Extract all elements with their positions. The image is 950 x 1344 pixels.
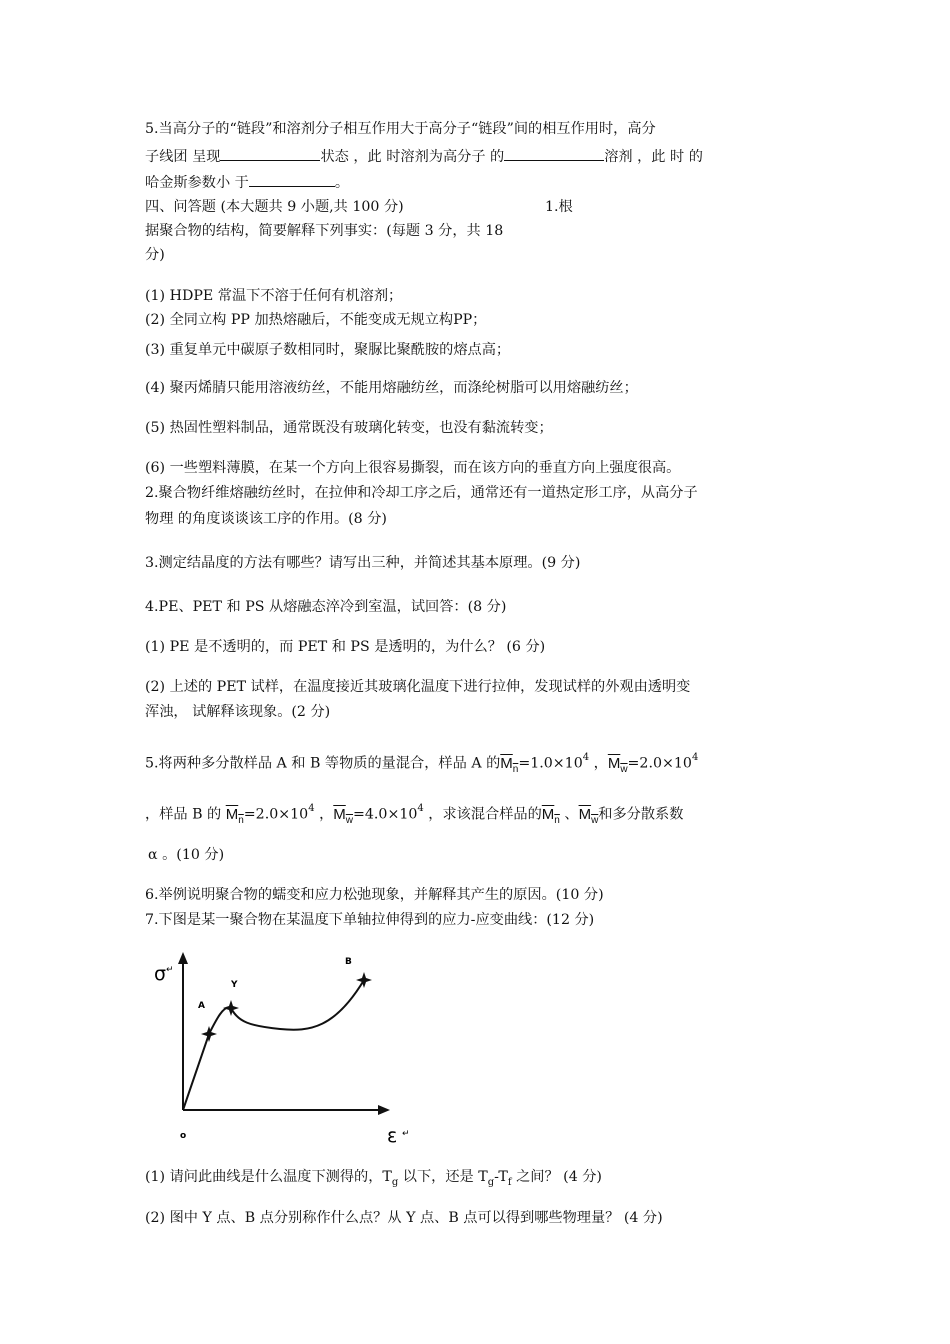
b-mw-value: =4.0×10 bbox=[353, 806, 418, 823]
q5-mix-line1 bbox=[145, 751, 698, 779]
q4-sub2-line2: 浑浊， 试解释该现象。(2 分) bbox=[145, 704, 331, 720]
subscript-f: f bbox=[507, 1176, 512, 1188]
q7-sub1-text-c: -T bbox=[494, 1169, 508, 1185]
q5-fill-line2 bbox=[145, 146, 703, 166]
point-b-label: B bbox=[345, 957, 352, 967]
q5-fill-text-b: 状态 ，此 时溶剂为高分子 的 bbox=[320, 149, 505, 165]
q7-sub1-text-d: 之间？ (4 分) bbox=[511, 1169, 602, 1185]
exponent: 4 bbox=[417, 803, 424, 814]
a-mn-value: =1.0×10 bbox=[518, 755, 583, 772]
q5-fill-text-d: 哈金斯参数小 于 bbox=[145, 175, 249, 191]
y-axis-arrow bbox=[178, 952, 188, 964]
mw-symbol: $M_w$ bbox=[578, 805, 599, 826]
q1-item-6: (6) 一些塑料薄膜，在某一个方向上很容易撕裂，而在该方向的垂直方向上强度很高。 bbox=[145, 460, 681, 476]
q1-item-1: (1) HDPE 常温下不溶于任何有机溶剂； bbox=[145, 288, 403, 304]
a-mw-value: =2.0×10 bbox=[627, 755, 692, 772]
q6-text: 6.举例说明聚合物的蠕变和应力松弛现象，并解释其产生的原因。(10 分) bbox=[145, 887, 604, 903]
q1-stem-end: 分) bbox=[145, 247, 165, 263]
q1-item-2: (2) 全同立构 PP 加热熔融后，不能变成无规立构PP； bbox=[145, 312, 487, 328]
point-a-marker bbox=[201, 1026, 217, 1042]
q7-sub1 bbox=[145, 1168, 602, 1192]
q5-mix-text-c: ，求该混合样品的 bbox=[423, 806, 542, 823]
q5-fill-line3 bbox=[145, 172, 349, 192]
q5-mix-line2 bbox=[145, 802, 683, 830]
origin-label: o bbox=[180, 1131, 187, 1141]
q4-sub2-line1: (2) 上述的 PET 试样，在温度接近其玻璃化温度下进行拉伸，发现试样的外观由透明变 bbox=[145, 679, 691, 695]
answer-blank-3[interactable] bbox=[249, 172, 335, 187]
q5-mix-text-b: ，样品 B 的 bbox=[145, 806, 226, 823]
subscript-g: g bbox=[487, 1176, 495, 1188]
point-a-label: A bbox=[198, 1001, 205, 1011]
answer-blank-1[interactable] bbox=[220, 146, 320, 161]
point-y-marker bbox=[223, 1000, 239, 1016]
q1-stem-line: 据聚合物的结构，简要解释下列事实：(每题 3 分，共 18 bbox=[145, 223, 504, 239]
stress-strain-curve bbox=[183, 980, 364, 1110]
stress-strain-figure bbox=[150, 942, 420, 1152]
separator: ， bbox=[589, 755, 608, 772]
mw-symbol: $M_w$ bbox=[607, 754, 628, 775]
q1-item-5: (5) 热固性塑料制品，通常既没有玻璃化转变，也没有黏流转变； bbox=[145, 420, 553, 436]
y-axis-label: σ bbox=[154, 963, 167, 985]
mn-symbol: $M_n$ bbox=[225, 805, 244, 826]
mw-symbol: $M_w$ bbox=[333, 805, 353, 826]
answer-blank-2[interactable] bbox=[504, 146, 604, 161]
x-axis-label: ε bbox=[387, 1125, 398, 1147]
q5-mix-text-d: 和多分散系数 bbox=[598, 806, 684, 823]
mn-symbol: $M_n$ bbox=[541, 805, 560, 826]
q7-stem: 7.下图是某一聚合物在某温度下单轴拉伸得到的应力-应变曲线：(12 分) bbox=[145, 912, 595, 928]
q5-fill-text-a: 子线团 呈现 bbox=[145, 149, 221, 165]
q5-fill-line1: 5.当高分子的“链段”和溶剂分子相互作用大于高分子“链段”间的相互作用时，高分 bbox=[145, 121, 656, 137]
exponent: 4 bbox=[308, 803, 315, 814]
q5-fill-text-e: 。 bbox=[334, 175, 350, 191]
q1-item-4: (4) 聚丙烯腈只能用溶液纺丝，不能用熔融纺丝，而涤纶树脂可以用熔融纺丝； bbox=[145, 380, 638, 396]
b-mn-value: =2.0×10 bbox=[243, 806, 309, 823]
x-axis-arrow bbox=[378, 1105, 390, 1115]
point-b-marker bbox=[356, 972, 372, 988]
q4-sub1: (1) PE 是不透明的，而 PET 和 PS 是透明的，为什么？ (6 分) bbox=[145, 639, 546, 655]
separator: 、 bbox=[559, 806, 579, 823]
q7-sub1-text-a: (1) 请问此曲线是什么温度下测得的，T bbox=[145, 1169, 392, 1185]
q2-line1: 2.聚合物纤维熔融纺丝时，在拉伸和冷却工序之后，通常还有一道热定形工序，从高分子 bbox=[145, 485, 698, 501]
return-mark: ↵ bbox=[166, 965, 174, 975]
q1-item-3: (3) 重复单元中碳原子数相同时，聚脲比聚酰胺的熔点高； bbox=[145, 342, 511, 358]
separator: ， bbox=[314, 806, 334, 823]
mn-symbol: $M_n$ bbox=[500, 754, 519, 775]
q7-sub2: (2) 图中 Y 点、B 点分别称作什么点？从 Y 点、B 点可以得到哪些物理量？ (4 分) bbox=[145, 1210, 663, 1226]
point-y-label: Y bbox=[231, 980, 238, 990]
q2-line2: 物理 的角度谈谈该工序的作用。(8 分) bbox=[145, 511, 387, 527]
q1-number: 1.根 bbox=[545, 199, 573, 215]
q5-mix-line3: α 。(10 分) bbox=[148, 847, 225, 863]
q5-mix-text-a: 5.将两种多分散样品 A 和 B 等物质的量混合，样品 A 的 bbox=[145, 755, 501, 772]
exponent: 4 bbox=[582, 752, 590, 763]
section-heading: 四、问答题 (本大题共 9 小题,共 100 分) bbox=[145, 199, 404, 215]
q4-stem: 4.PE、PET 和 PS 从熔融态淬冷到室温，试回答：(8 分) bbox=[145, 599, 507, 615]
q7-sub1-text-b: 以下，还是 T bbox=[398, 1169, 488, 1185]
q3-text: 3.测定结晶度的方法有哪些？请写出三种，并简述其基本原理。(9 分) bbox=[145, 555, 581, 571]
exponent: 4 bbox=[691, 752, 699, 763]
subscript-g: g bbox=[391, 1176, 399, 1188]
return-mark: ↵ bbox=[402, 1129, 410, 1139]
q5-fill-text-c: 溶剂 ，此 时 的 bbox=[604, 149, 703, 165]
